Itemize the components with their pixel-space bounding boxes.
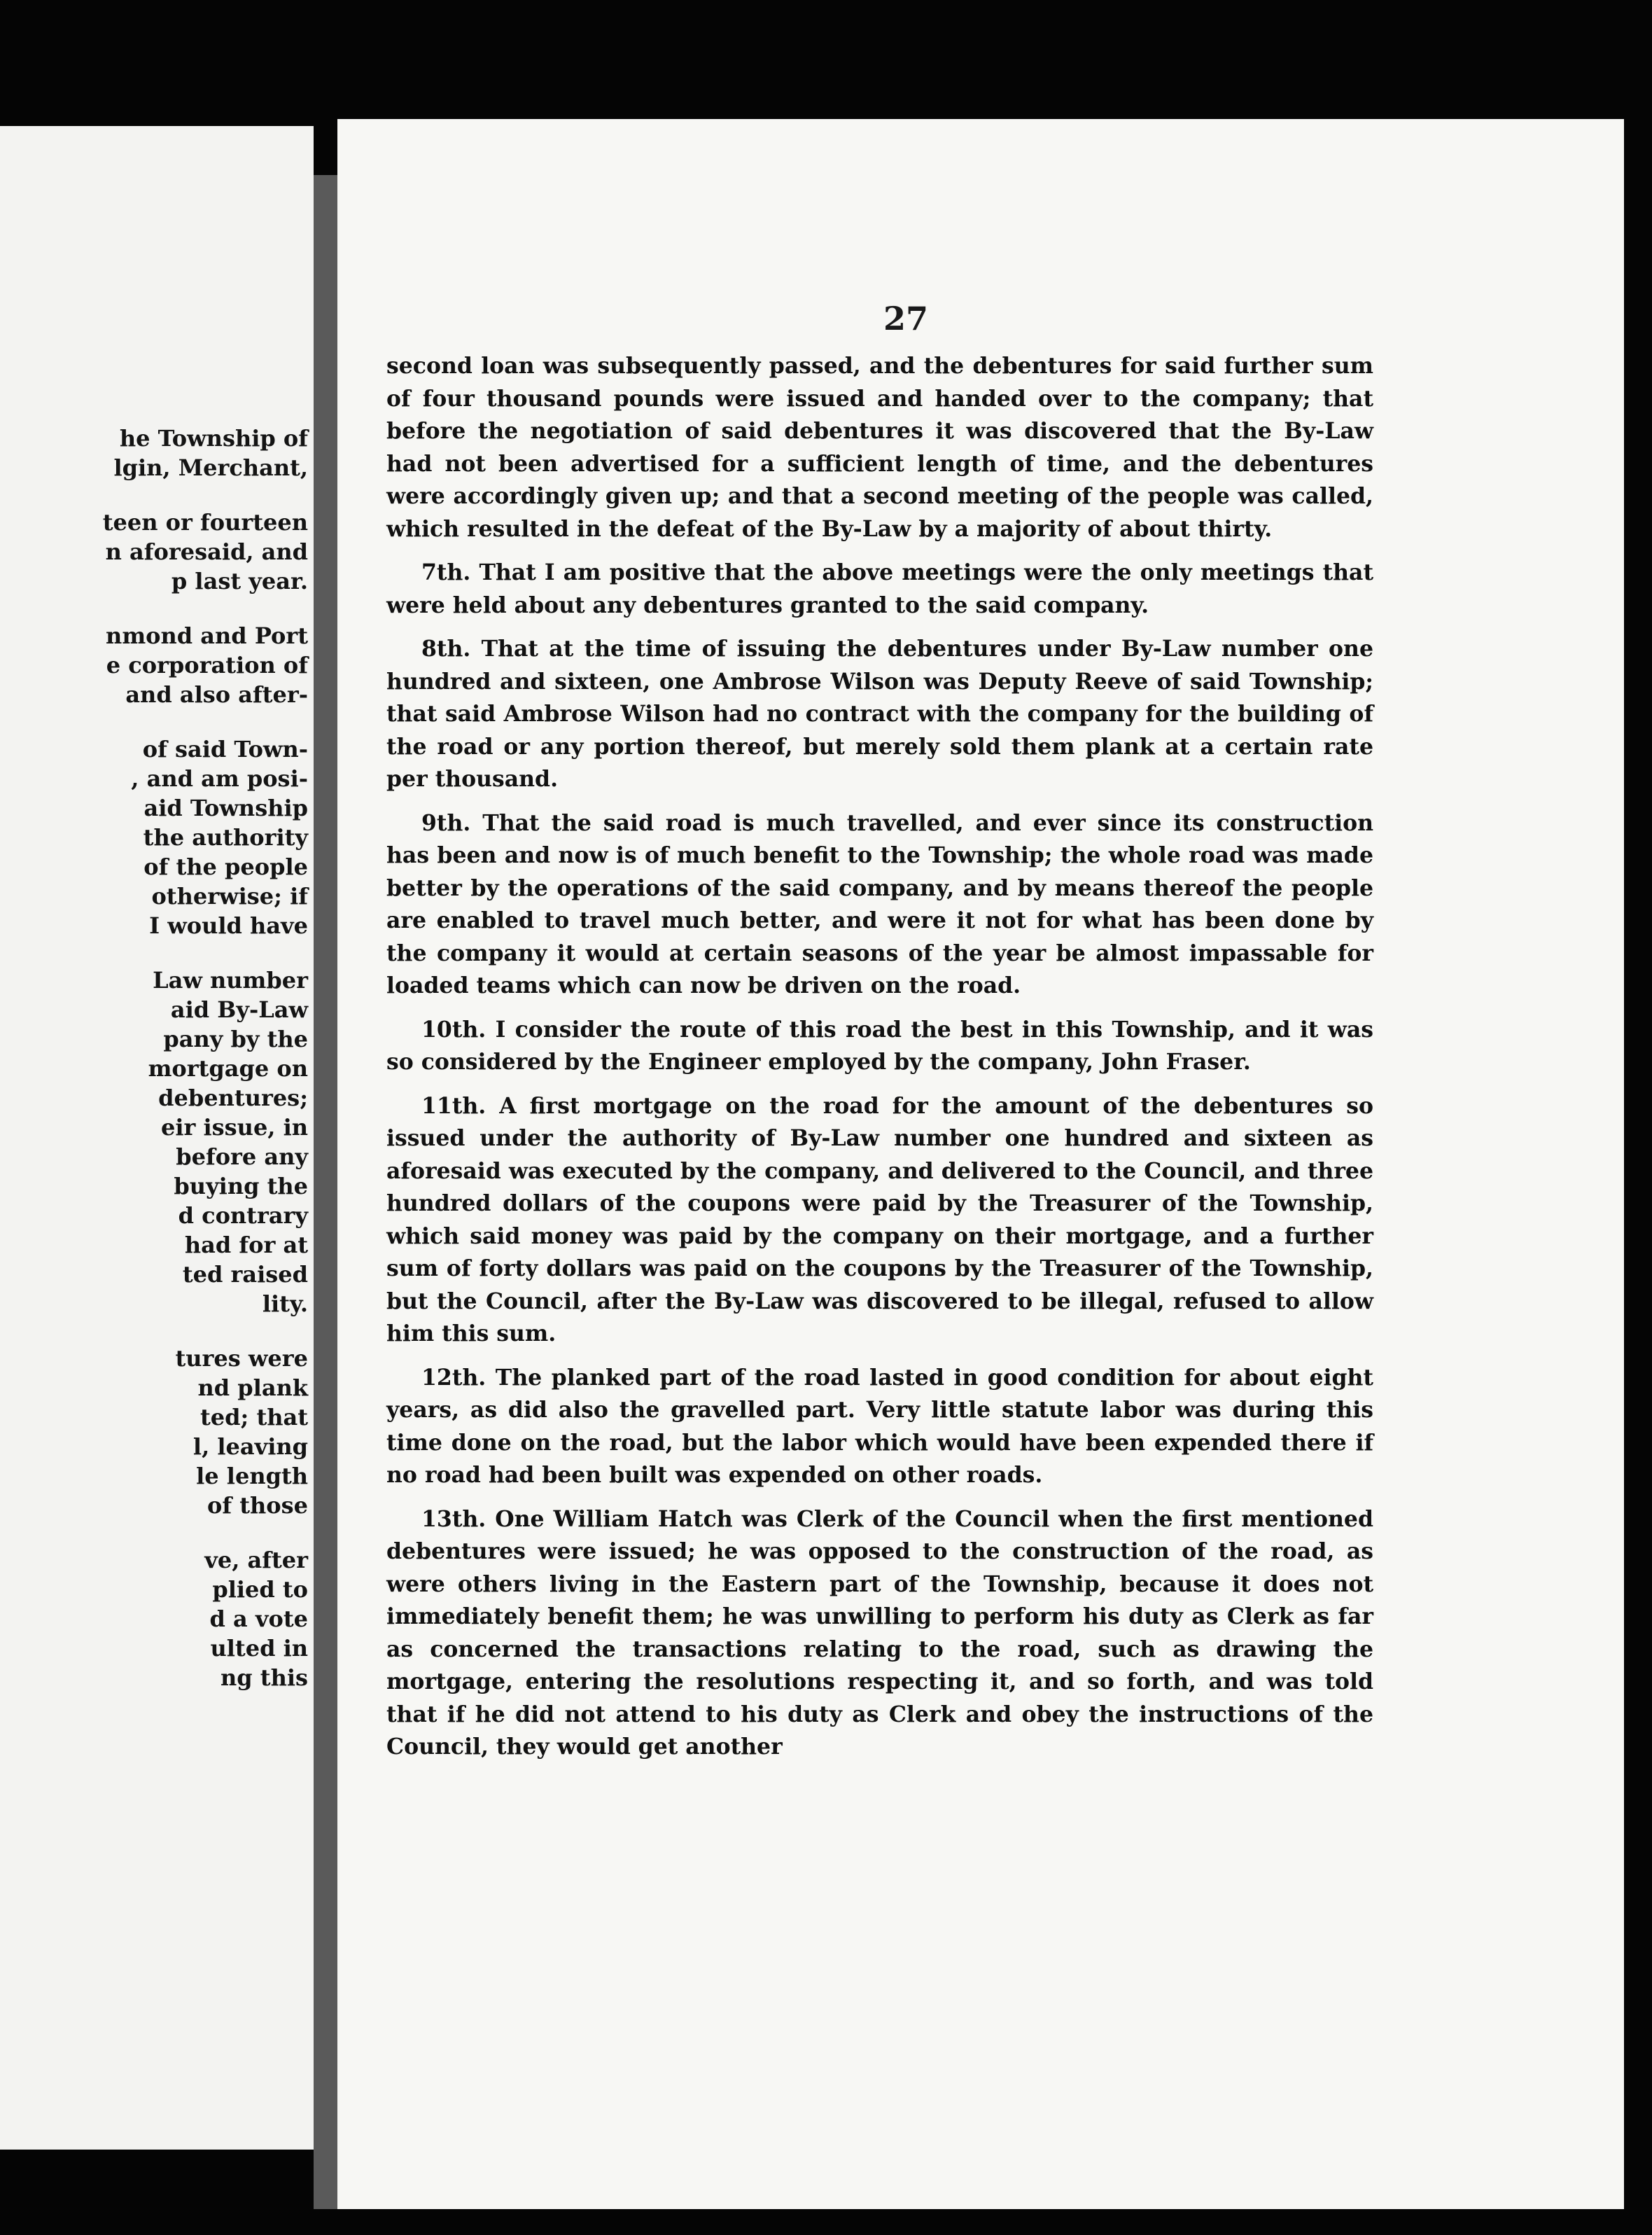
facing-page-line: debentures; [158,1085,308,1111]
facing-page-line: le length [196,1463,308,1489]
page-body [386,350,1373,1775]
facing-page-line: nd plank [197,1374,308,1401]
facing-page-line: before any [176,1143,308,1170]
facing-page-line: lity. [262,1290,308,1317]
paragraph-10th: 10th. I consider the route of this road the best in this Township, and it was so considered by the Engineer employed by the company, John Fraser. [386,1016,1373,1075]
facing-page-line: the authority [143,824,308,851]
paragraph-8th: 8th. That at the time of issuing the debentures under By-Law number one hundred and sixteen, one Ambrose Wilson was Deputy Reeve of said Township; that said Ambrose Wilson had no contract with the company for the building of the road or any portion thereof, but merely sold them plank at a certain rate per thousand. [386,636,1373,792]
facing-page-line: d a vote [209,1606,308,1632]
facing-page-line: buying the [174,1173,308,1199]
document-page [337,119,1624,2209]
facing-page-line: plied to [212,1576,308,1603]
facing-page-line: ng this [220,1664,308,1691]
paragraph-13th: 13th. One William Hatch was Clerk of the Council when the first mentioned debentures were issued; he was opposed to the construction of the road, as were others living in the Eastern part of the Township, because it does not immediately benefit them; he was unwilling to perform his duty as Clerk as far as concerned the transactions relating to the road, such as drawing the mortgage, entering the resolutions respecting it, and so forth, and was told that if he did not attend to his duty as Clerk and obey the instructions of the Council, they would get another [386,1505,1373,1760]
facing-page-line: Law number [153,967,308,994]
facing-page-fragment [0,126,314,2150]
facing-page-line: e corporation of [106,652,308,678]
facing-page-line: of the people [144,854,308,880]
facing-page-line: of those [206,1492,308,1519]
facing-page-line: nmond and Port [106,622,308,649]
facing-page-line: tures were [175,1345,308,1372]
paragraph-continued: second loan was subsequently passed, and the debentures for said further sum of four thousand pounds were issued and handed over to the company; that before the negotiation of said debentures it was discovered that the By-Law had not been advertised for a sufficient length of time, and the debentures were accordingly given up; and that a second meeting of the people was called, which resulted in the defeat of the By-Law by a majority of about thirty. [386,353,1373,542]
facing-page-line: p last year. [171,568,308,594]
facing-page-line: ulted in [210,1635,308,1662]
facing-page-line: n aforesaid, and [105,538,308,565]
facing-page-line: lgin, Merchant, [113,454,308,481]
facing-page-line: teen or fourteen [102,509,308,536]
facing-page-line: mortgage on [148,1055,308,1082]
facing-page-line: I would have [149,912,308,939]
facing-page-line: ted raised [182,1261,308,1288]
paragraph-9th: 9th. That the said road is much travelled, and ever since its construction has been and now is of much benefit to the Township; the whole road was made better by the operations of the said company, and by means thereof the people are enabled to travel much better, and were it not for what has been done by the company it would at certain seasons of the year be almost impassable for loaded teams which can now be driven on the road. [386,809,1373,998]
paragraph-11th: 11th. A first mortgage on the road for the amount of the debentures so issued under the authority of By-Law number one hundred and sixteen as aforesaid was executed by the company, and delivered to the Council, and three hundred dollars of the coupons were paid by the Treasurer of the Township, which said money was paid by the company on their mortgage, and a further sum of forty dollars was paid on the coupons by the Treasurer of the Township, but the Council, after the By-Law was discovered to be illegal, refused to allow him this sum. [386,1092,1373,1346]
facing-page-line: otherwise; if [151,883,308,910]
facing-page-line: , and am posi- [131,765,308,792]
facing-page-line: of said Town- [142,736,308,763]
paragraph-7th: 7th. That I am positive that the above meetings were the only meetings that were held about any debentures granted to the said company. [386,559,1373,618]
facing-page-line: eir issue, in [160,1114,308,1141]
facing-page-line: pany by the [163,1026,308,1052]
facing-page-line: and also after- [125,681,308,708]
facing-page-line: ve, after [204,1547,308,1573]
facing-page-line: aid Township [144,795,308,821]
page-number: 27 [883,300,929,337]
paragraph-12th: 12th. The planked part of the road lasted in good condition for about eight years, as did also the gravelled part. Very little statute labor was during this time done on the road, but the labor which would have been expended there if no road had been built was expended on other roads. [386,1364,1373,1488]
book-gutter [314,175,337,2209]
facing-page-line: d contrary [178,1202,308,1229]
facing-page-line: he Township of [119,425,308,452]
facing-page-line: had for at [184,1232,308,1258]
facing-page-line: aid By-Law [170,996,308,1023]
facing-page-line: ted; that [200,1404,308,1430]
facing-page-line: l, leaving [192,1433,308,1460]
